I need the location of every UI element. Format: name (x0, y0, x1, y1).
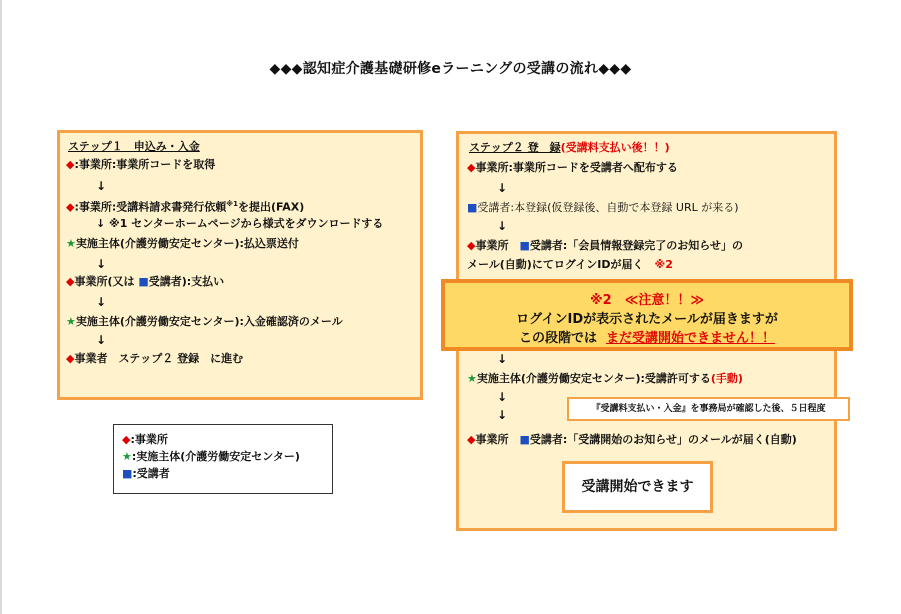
diamond-icon: ◆ (66, 158, 75, 171)
step2-line-5: ★実施主体(介護労働安定センター):受講許可する(手動) (467, 372, 743, 385)
step2-heading-row (469, 141, 670, 155)
step1-line-2: ◆:事業所:受講料請求書発行依頼$^{※1}$を提出(FAX) (66, 200, 305, 214)
processing-note: 『受講料支払い・入金』を事務局が確認した後、５日程度 (567, 397, 850, 421)
notice-banner (441, 279, 853, 351)
star-icon: ★ (66, 237, 76, 250)
step1-box (57, 130, 423, 400)
diamond-icon: ◆ (66, 275, 75, 288)
arrow-down-icon: ↓ (497, 352, 508, 366)
legend-item-trainee: ■:受講者 (122, 467, 170, 480)
arrow-down-icon: ↓ (96, 179, 107, 193)
star-icon: ★ (122, 450, 132, 463)
step1-heading: ステップ１ 申込み・入金 (68, 140, 200, 153)
legend (113, 424, 333, 494)
page-edge (0, 0, 2, 614)
square-icon: ■ (138, 275, 149, 288)
star-icon: ★ (467, 372, 477, 385)
step1-line-1: ◆:事業所:事業所コードを取得 (66, 158, 216, 171)
step2-line-4: メール(自動)にてログインIDが届く ※2 (467, 258, 673, 271)
step2-line-2: ■受講者:本登録(仮登録後、自動で本登録 URL が来る) (467, 201, 739, 214)
diamond-icon: ◆ (66, 352, 75, 365)
arrow-down-icon: ↓ (96, 257, 107, 271)
notice-line-2: ログインIDが表示されたメールが届きますが (516, 312, 778, 327)
diamond-icon: ◆ (467, 161, 476, 174)
square-icon: ■ (122, 467, 133, 480)
notice-line-3: この段階では まだ受講開始できません！！ (518, 331, 776, 346)
step2-heading: ステップ２ 登 録 (469, 141, 561, 154)
diamond-icon: ◆ (467, 239, 476, 252)
square-icon: ■ (467, 201, 478, 214)
legend-item-office: ◆:事業所 (122, 433, 168, 446)
arrow-down-icon: ↓ (497, 390, 508, 404)
step1-line-6: ★実施主体(介護労働安定センター):入金確認済のメール (66, 315, 343, 328)
arrow-down-icon: ↓ (96, 295, 107, 309)
legend-item-center: ★:実施主体(介護労働安定センター) (122, 450, 300, 463)
step2-line-6: ◆事業所 ■受講者:「受講開始のお知らせ」のメールが届く(自動) (467, 433, 797, 446)
arrow-down-icon: ↓ (497, 219, 508, 233)
step1-line-7: ◆事業者 ステップ２ 登録 に進む (66, 352, 244, 365)
step2-heading-note: (受講料支払い後！！) (560, 141, 670, 154)
page-title: ◆◆◆認知症介護基礎研修eラーニングの受講の流れ◆◆◆ (269, 61, 632, 77)
star-icon: ★ (66, 315, 76, 328)
diamond-icon: ◆ (467, 433, 476, 446)
step2-line-1: ◆事業所:事業所コードを受講者へ配布する (467, 161, 678, 174)
step1-line-3: ↓ ※1 センターホームページから様式をダウンロードする (96, 217, 384, 230)
diamond-icon: ◆ (122, 433, 131, 446)
arrow-down-icon: ↓ (497, 408, 508, 422)
arrow-down-icon: ↓ (497, 181, 508, 195)
step2-line-3: ◆事業所 ■受講者:「会員情報登録完了のお知らせ」の (467, 239, 743, 252)
start-box: 受講開始できます (562, 461, 713, 513)
notice-line-1: ※2 ≪注意！！≫ (590, 293, 704, 308)
diamond-icon: ◆ (66, 200, 75, 214)
arrow-down-icon: ↓ (96, 333, 107, 347)
step1-line-4: ★実施主体(介護労働安定センター):払込票送付 (66, 237, 299, 250)
step1-line-5: ◆事業所(又は ■受講者):支払い (66, 275, 225, 288)
square-icon: ■ (519, 433, 530, 446)
square-icon: ■ (519, 239, 530, 252)
